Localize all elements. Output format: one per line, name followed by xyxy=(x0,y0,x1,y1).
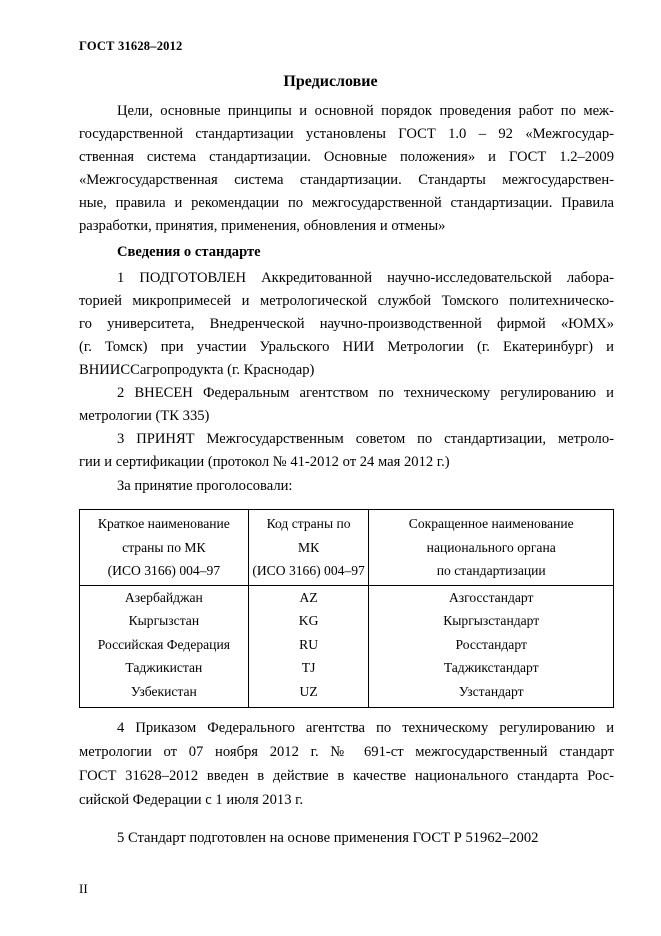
country-cell: Азербайджан xyxy=(80,585,249,609)
text-line: «Межгосударственная система стандартизации. Стандарты межгосударствен- xyxy=(79,172,614,188)
country-cell: Таджикистан xyxy=(80,656,249,680)
text-line: ВНИИССагропродукта (г. Краснодар) xyxy=(79,362,315,378)
table-header-row xyxy=(80,559,614,585)
country-cell: Узбекистан xyxy=(80,680,249,708)
code-cell: AZ xyxy=(248,585,369,609)
section-heading: Сведения о стандарте xyxy=(117,244,261,260)
text-line: ГОСТ 31628–2012 введен в действие в качестве национального стандарта Рос- xyxy=(79,768,614,784)
body-cell: Узстандарт xyxy=(369,680,614,708)
table-row xyxy=(80,633,614,657)
text-line: 1 ПОДГОТОВЛЕН Аккредитованной научно-исследовательской лабора- xyxy=(117,270,614,286)
body-cell: Таджикстандарт xyxy=(369,656,614,680)
body-cell: Кыргызстандарт xyxy=(369,609,614,633)
text-line: метрологии (ТК 335) xyxy=(79,408,210,424)
header-cell-body: национального органа xyxy=(369,536,614,560)
text-line: сийской Федерации с 1 июля 2013 г. xyxy=(79,792,304,808)
header-cell-country: Краткое наименование xyxy=(80,510,249,536)
text-line: ные, правила и рекомендации по межгосударственной стандартизации. Правила xyxy=(79,195,614,211)
text-line: государственной стандартизации установлены ГОСТ 1.0 – 92 «Межгосудар- xyxy=(79,126,614,142)
code-cell: UZ xyxy=(248,680,369,708)
table-row xyxy=(80,609,614,633)
text-line: Цели, основные принципы и основной порядок проведения работ по меж- xyxy=(117,103,614,119)
table-header-row xyxy=(80,510,614,536)
text-line: го университета, Внедренческой научно-производственной фирмой «ЮМХ» xyxy=(79,316,614,332)
header-cell-country: (ИСО 3166) 004–97 xyxy=(80,559,249,585)
text-line: торией микропримесей и метрологической службой Томского политехническо- xyxy=(79,293,614,309)
text-line: метрологии от 07 ноября 2012 г. № 691-ст межгосударственный стандарт xyxy=(79,744,614,760)
header-cell-code: МК xyxy=(248,536,369,560)
text-line: ственная система стандартизации. Основные положения» и ГОСТ 1.2–2009 xyxy=(79,149,614,165)
vote-label: За принятие проголосовали: xyxy=(117,478,293,494)
item-5-paragraph: 5 Стандарт подготовлен на основе применения ГОСТ Р 51962–2002 xyxy=(117,830,539,846)
text-line: 4 Приказом Федерального агентства по техническому регулированию и xyxy=(117,720,614,736)
header-cell-code: Код страны по xyxy=(248,510,369,536)
voting-table xyxy=(79,509,614,708)
page-number: II xyxy=(79,881,88,896)
header-cell-body: Сокращенное наименование xyxy=(369,510,614,536)
country-cell: Российская Федерация xyxy=(80,633,249,657)
document-code: ГОСТ 31628–2012 xyxy=(79,39,183,53)
header-cell-code: (ИСО 3166) 004–97 xyxy=(248,559,369,585)
table-header-row xyxy=(80,536,614,560)
code-cell: RU xyxy=(248,633,369,657)
code-cell: KG xyxy=(248,609,369,633)
table-row xyxy=(80,585,614,609)
text-line: гии и сертификации (протокол № 41-2012 от 24 мая 2012 г.) xyxy=(79,454,450,470)
table-row xyxy=(80,680,614,708)
code-cell: TJ xyxy=(248,656,369,680)
header-cell-body: по стандартизации xyxy=(369,559,614,585)
country-cell: Кыргызстан xyxy=(80,609,249,633)
header-cell-country: страны по МК xyxy=(80,536,249,560)
text-line: 3 ПРИНЯТ Межгосударственным советом по стандартизации, метроло- xyxy=(117,431,614,447)
body-cell: Азгосстандарт xyxy=(369,585,614,609)
body-cell: Росстандарт xyxy=(369,633,614,657)
page-title: Предисловие xyxy=(283,73,378,90)
text-line: разработки, принятия, применения, обновления и отмены» xyxy=(79,218,446,234)
text-line: 2 ВНЕСЕН Федеральным агентством по техническому регулированию и xyxy=(117,385,614,401)
text-line: (г. Томск) при участии Уральского НИИ Метрологии (г. Екатеринбург) и xyxy=(79,339,614,355)
table-row xyxy=(80,656,614,680)
